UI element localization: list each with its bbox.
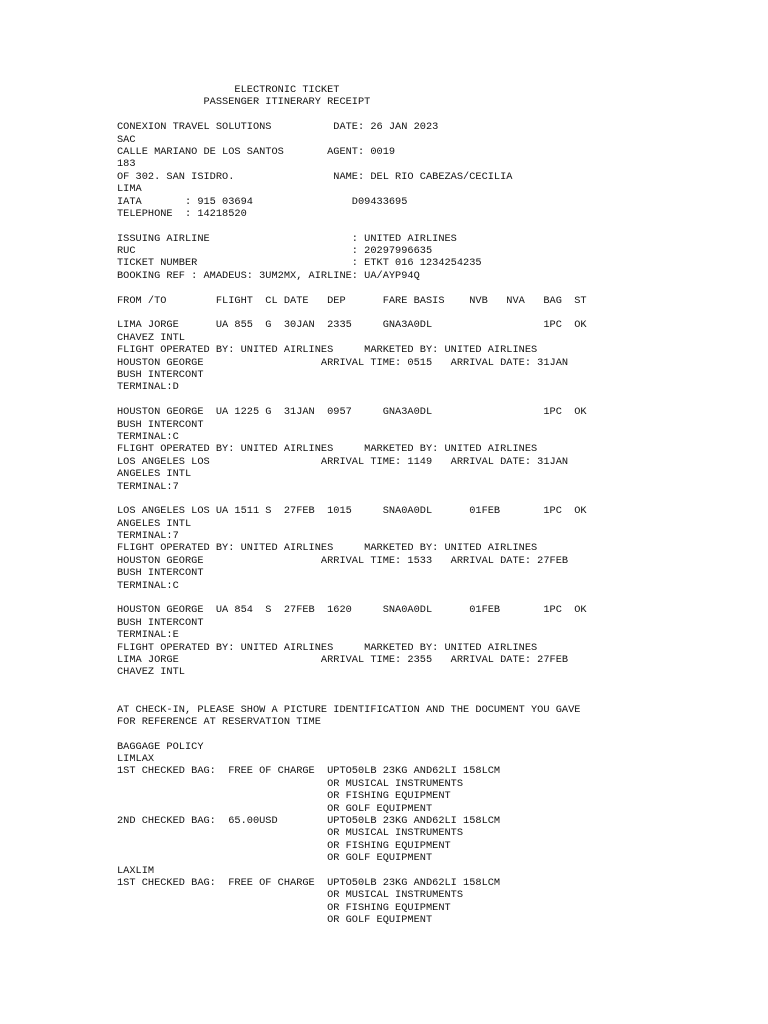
- segment-1-line: TERMINAL:D: [117, 381, 179, 394]
- segment-4-line: FLIGHT OPERATED BY: UNITED AIRLINES MARKETED BY: UNITED AIRLINES: [117, 641, 538, 654]
- segment-4-line: LIMA JORGE ARRIVAL TIME: 2355 ARRIVAL DATE: 27FEB: [117, 653, 569, 666]
- segment-1-line: BUSH INTERCONT: [117, 368, 204, 381]
- segment-4-line: CHAVEZ INTL: [117, 666, 185, 679]
- segment-3-line: LOS ANGELES LOS UA 1511 S 27FEB 1015 SNA0A0DL 01FEB 1PC OK: [117, 505, 587, 518]
- segment-3-line: FLIGHT OPERATED BY: UNITED AIRLINES MARKETED BY: UNITED AIRLINES: [117, 542, 538, 555]
- segment-2-line: HOUSTON GEORGE UA 1225 G 31JAN 0957 GNA3A0DL 1PC OK: [117, 406, 587, 419]
- baggage-policy-line: OR FISHING EQUIPMENT: [117, 839, 451, 852]
- city-line: LIMA: [117, 183, 142, 196]
- baggage-policy-line: OR MUSICAL INSTRUMENTS: [117, 777, 464, 790]
- iata-line: IATA : 915 03694 D09433695: [117, 195, 408, 208]
- agency-date-line: CONEXION TRAVEL SOLUTIONS DATE: 26 JAN 2023: [117, 121, 439, 134]
- blank-line: [117, 307, 757, 319]
- ticket-receipt-document: [117, 84, 757, 927]
- segment-1-line: CHAVEZ INTL: [117, 331, 185, 344]
- segment-1-line: HOUSTON GEORGE ARRIVAL TIME: 0515 ARRIVAL DATE: 31JAN: [117, 356, 569, 369]
- baggage-policy-line: OR MUSICAL INSTRUMENTS: [117, 827, 464, 840]
- baggage-policy-line: 2ND CHECKED BAG: 65.00USD UPTO50LB 23KG AND62LI 158LCM: [117, 815, 501, 828]
- segment-4-line: BUSH INTERCONT: [117, 616, 204, 629]
- baggage-route-line: LIMLAX: [117, 753, 155, 766]
- segment-1-line: LIMA JORGE UA 855 G 30JAN 2335 GNA3A0DL 1PC OK: [117, 319, 587, 332]
- ticket-number-line: TICKET NUMBER : ETKT 016 1234254235: [117, 257, 482, 270]
- telephone-line: TELEPHONE : 14218520: [117, 207, 247, 220]
- title-line: ELECTRONIC TICKET: [117, 84, 340, 96]
- baggage-route-line: LAXLIM: [117, 864, 155, 877]
- checkin-notice-line: FOR REFERENCE AT RESERVATION TIME: [117, 715, 321, 728]
- blank-line: [117, 220, 757, 232]
- itinerary-header-line: FROM /TO FLIGHT CL DATE DEP FARE BASIS NVB NVA BAG ST: [117, 294, 587, 307]
- baggage-policy-line: OR GOLF EQUIPMENT: [117, 852, 433, 865]
- baggage-policy-line: OR GOLF EQUIPMENT: [117, 802, 433, 815]
- segment-4-line: TERMINAL:E: [117, 629, 179, 642]
- baggage-policy-line: OR MUSICAL INSTRUMENTS: [117, 889, 464, 902]
- ruc-line: RUC : 20297996635: [117, 245, 433, 258]
- segment-1-line: FLIGHT OPERATED BY: UNITED AIRLINES MARKETED BY: UNITED AIRLINES: [117, 344, 538, 357]
- blank-line: [117, 592, 757, 604]
- blank-line: [117, 109, 757, 121]
- subtitle-line: PASSENGER ITINERARY RECEIPT: [117, 96, 371, 109]
- baggage-policy-line: 1ST CHECKED BAG: FREE OF CHARGE UPTO50LB 23KG AND62LI 158LCM: [117, 765, 501, 778]
- segment-2-line: BUSH INTERCONT: [117, 418, 204, 431]
- checkin-notice-line: AT CHECK-IN, PLEASE SHOW A PICTURE IDENTIFICATION AND THE DOCUMENT YOU GAVE: [117, 703, 581, 716]
- address-agent-line: CALLE MARIANO DE LOS SANTOS AGENT: 0019: [117, 145, 396, 158]
- segment-3-line: HOUSTON GEORGE ARRIVAL TIME: 1533 ARRIVAL DATE: 27FEB: [117, 554, 569, 567]
- baggage-policy-heading: BAGGAGE POLICY: [117, 740, 204, 753]
- booking-ref-line: BOOKING REF : AMADEUS: 3UM2MX, AIRLINE: UA/AYP94Q: [117, 269, 420, 282]
- segment-3-line: TERMINAL:7: [117, 530, 179, 543]
- address-line: 183: [117, 158, 136, 171]
- blank-line: [117, 493, 757, 505]
- baggage-policy-line: 1ST CHECKED BAG: FREE OF CHARGE UPTO50LB 23KG AND62LI 158LCM: [117, 877, 501, 889]
- baggage-policy-line: OR FISHING EQUIPMENT: [117, 901, 451, 914]
- segment-4-line: HOUSTON GEORGE UA 854 S 27FEB 1620 SNA0A0DL 01FEB 1PC OK: [117, 604, 587, 617]
- blank-line: [117, 691, 757, 703]
- office-name-line: OF 302. SAN ISIDRO. NAME: DEL RIO CABEZAS/CECILIA: [117, 170, 513, 183]
- segment-2-line: TERMINAL:C: [117, 430, 179, 443]
- segment-3-line: ANGELES INTL: [117, 517, 192, 530]
- issuing-airline-line: ISSUING AIRLINE : UNITED AIRLINES: [117, 232, 457, 245]
- segment-3-line: TERMINAL:C: [117, 579, 179, 592]
- blank-line: [117, 394, 757, 406]
- baggage-policy-line: OR GOLF EQUIPMENT: [117, 914, 433, 927]
- blank-line: [117, 679, 757, 691]
- blank-line: [117, 282, 757, 294]
- segment-2-line: TERMINAL:7: [117, 480, 179, 493]
- segment-2-line: FLIGHT OPERATED BY: UNITED AIRLINES MARKETED BY: UNITED AIRLINES: [117, 443, 538, 456]
- baggage-policy-line: OR FISHING EQUIPMENT: [117, 790, 451, 803]
- agency-line: SAC: [117, 133, 136, 146]
- segment-2-line: ANGELES INTL: [117, 468, 192, 481]
- segment-3-line: BUSH INTERCONT: [117, 567, 204, 580]
- segment-2-line: LOS ANGELES LOS ARRIVAL TIME: 1149 ARRIVAL DATE: 31JAN: [117, 455, 569, 468]
- blank-line: [117, 728, 757, 740]
